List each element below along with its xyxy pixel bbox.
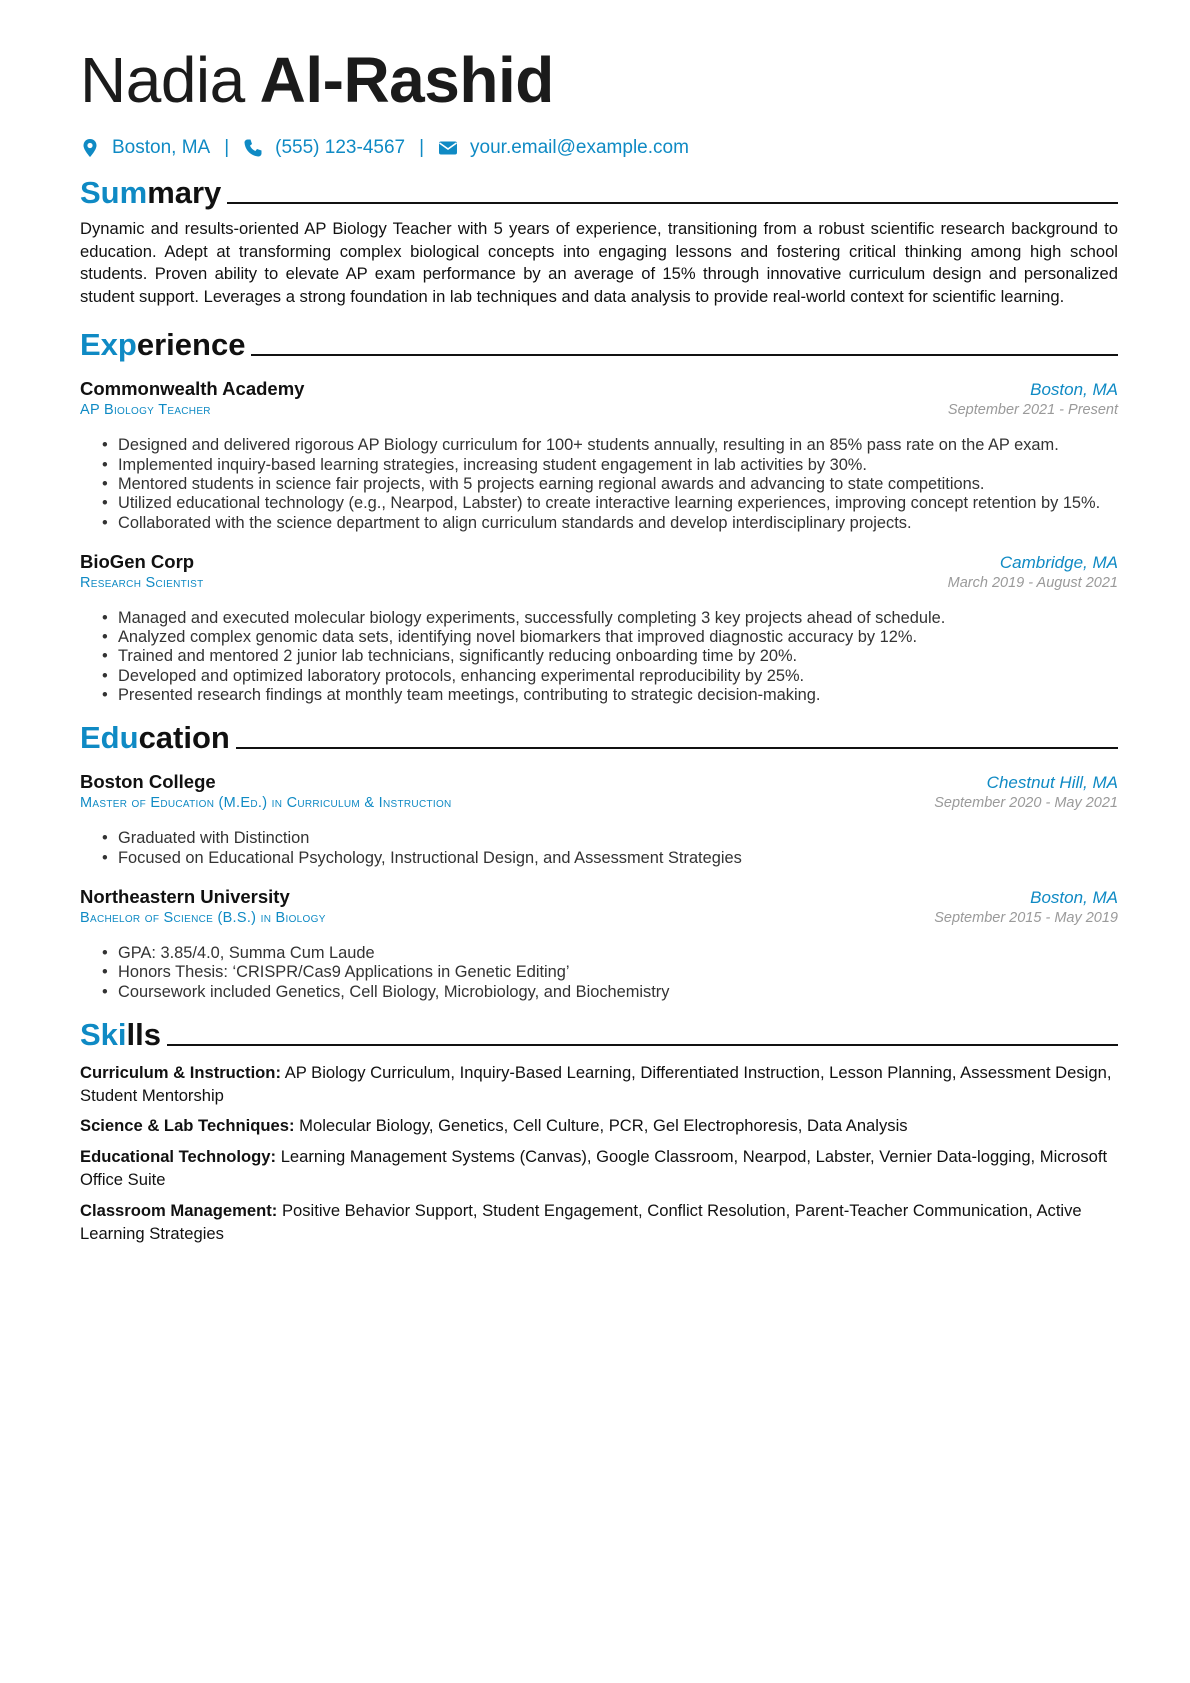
entry-dates: March 2019 - August 2021	[947, 574, 1118, 591]
skill-value: Molecular Biology, Genetics, Cell Culture, PCR, Gel Electrophoresis, Data Analysis	[299, 1116, 908, 1136]
section-title-rest: lls	[126, 1016, 161, 1052]
summary-heading	[80, 168, 1118, 212]
list-item: • Designed and delivered rigorous AP Biology curriculum for 100+ students annually, resulting in an 85% pass rate on the AP exam.	[118, 436, 1118, 455]
skill-value: Learning Management Systems (Canvas), Google Classroom, Nearpod, Labster, Vernier Data-logging, Microsoft Office Suite	[80, 1147, 1108, 1190]
list-item: • GPA: 3.85/4.0, Summa Cum Laude	[118, 944, 1118, 963]
list-item: • Presented research findings at monthly team meetings, contributing to strategic decision-making.	[118, 686, 1118, 705]
list-item: • Trained and mentored 2 junior lab technicians, significantly reducing onboarding time by 20%.	[118, 647, 1118, 666]
section-title-accent: Ski	[80, 1016, 127, 1052]
skill-row	[80, 1062, 1118, 1108]
experience-entry	[80, 551, 1118, 705]
list-item: • Developed and optimized laboratory protocols, enhancing experimental reproducibility by 25%.	[118, 667, 1118, 686]
school-name: Northeastern University	[80, 885, 290, 907]
job-title: AP Biology Teacher	[80, 402, 211, 419]
skill-label: Science & Lab Techniques:	[80, 1116, 295, 1136]
skill-row	[80, 1200, 1118, 1246]
entry-location: Chestnut Hill, MA	[986, 773, 1118, 793]
section-title-accent: Exp	[80, 327, 137, 363]
list-item: • Coursework included Genetics, Cell Biology, Microbiology, and Biochemistry	[118, 983, 1118, 1002]
bullet-list	[80, 609, 1118, 705]
resume-page	[80, 40, 1118, 1245]
email-link: your.email@example.com	[470, 137, 689, 158]
list-item: • Analyzed complex genomic data sets, identifying novel biomarkers that improved diagnostic accuracy by 12%.	[118, 628, 1118, 647]
bullet-list	[80, 829, 1118, 868]
list-item: • Implemented inquiry-based learning strategies, increasing student engagement in lab activities by 30%.	[118, 456, 1118, 475]
degree-title: Master of Education (M.Ed.) in Curriculum & Instruction	[80, 795, 452, 812]
section-title-rest: cation	[138, 720, 230, 756]
envelope-icon	[438, 138, 458, 158]
entry-location: Cambridge, MA	[999, 552, 1118, 572]
list-item: • Graduated with Distinction	[118, 829, 1118, 848]
section-title	[80, 326, 245, 364]
skills-heading	[80, 1010, 1118, 1054]
experience-entry	[80, 378, 1118, 532]
contact-phone[interactable]	[243, 137, 405, 159]
summary-text: Dynamic and results-oriented AP Biology Teacher with 5 years of experience, transitioning from a robust scientific research background to education. Adept at transforming complex biological concepts into engaging lessons and fostering critical thinking among high school students. Proven ability to elevate AP exam performance by an average of 15% through innovative curriculum design and personalized student support. Leverages a strong foundation in lab techniques and data analysis to provide real-world context for scientific learning.	[80, 219, 1118, 306]
entry-dates: September 2020 - May 2021	[934, 795, 1118, 812]
section-rule	[227, 202, 1118, 204]
education-entry	[80, 886, 1118, 1002]
entry-location: Boston, MA	[1030, 380, 1118, 400]
list-item: • Utilized educational technology (e.g., Nearpod, Labster) to create interactive learning experiences, improving concept retention by 15%.	[118, 494, 1118, 513]
list-item: • Honors Thesis: ‘CRISPR/Cas9 Applications in Genetic Editing’	[118, 963, 1118, 982]
first-name: Nadia	[80, 44, 245, 116]
section-title	[80, 1016, 161, 1054]
skill-value: Positive Behavior Support, Student Engagement, Conflict Resolution, Parent-Teacher Communication, Active Learning Strategies	[80, 1200, 1082, 1243]
skill-value: AP Biology Curriculum, Inquiry-Based Learning, Differentiated Instruction, Lesson Planning, Assessment Design, Student Mentorship	[80, 1062, 1112, 1105]
phone-icon	[243, 138, 263, 158]
list-item: • Focused on Educational Psychology, Instructional Design, and Assessment Strategies	[118, 849, 1118, 868]
school-name: Boston College	[80, 771, 216, 793]
skill-row	[80, 1115, 1118, 1138]
map-pin-icon	[80, 138, 100, 158]
list-item: • Collaborated with the science department to align curriculum standards and develop interdisciplinary projects.	[118, 514, 1118, 533]
employer-name: BioGen Corp	[80, 550, 195, 572]
skill-label: Classroom Management:	[80, 1200, 278, 1220]
experience-heading	[80, 320, 1118, 364]
contact-separator: |	[224, 137, 230, 158]
section-title-rest: mary	[147, 175, 222, 210]
section-title-accent: Edu	[80, 720, 139, 756]
skill-label: Educational Technology:	[80, 1147, 277, 1167]
employer-name: Commonwealth Academy	[80, 378, 305, 400]
section-rule	[167, 1044, 1118, 1046]
section-title-rest: erience	[136, 327, 246, 363]
list-item: • Managed and executed molecular biology experiments, successfully completing 3 key projects ahead of schedule.	[118, 609, 1118, 628]
phone-text: (555) 123-4567	[275, 137, 406, 158]
contact-location	[80, 137, 210, 159]
section-rule	[251, 354, 1118, 356]
last-name: Al-Rashid	[259, 44, 554, 116]
contact-email[interactable]	[438, 137, 689, 159]
skill-label: Curriculum & Instruction:	[80, 1062, 281, 1082]
section-rule	[236, 747, 1118, 749]
candidate-name	[80, 40, 1118, 120]
section-title	[80, 719, 230, 757]
list-item: • Mentored students in science fair projects, with 5 projects earning regional awards and advancing to state competitions.	[118, 475, 1118, 494]
section-title-accent: Sum	[80, 175, 148, 210]
contact-bar	[80, 132, 1118, 164]
education-heading	[80, 713, 1118, 757]
bullet-list	[80, 436, 1118, 532]
job-title: Research Scientist	[80, 574, 204, 591]
contact-separator: |	[419, 137, 425, 158]
bullet-list	[80, 944, 1118, 1002]
education-entry	[80, 771, 1118, 868]
degree-title: Bachelor of Science (B.S.) in Biology	[80, 909, 326, 926]
skill-row	[80, 1146, 1118, 1192]
location-text: Boston, MA	[112, 137, 211, 158]
entry-dates: September 2021 - Present	[947, 402, 1118, 419]
entry-dates: September 2015 - May 2019	[934, 909, 1118, 926]
section-title	[80, 174, 221, 212]
entry-location: Boston, MA	[1030, 887, 1118, 907]
